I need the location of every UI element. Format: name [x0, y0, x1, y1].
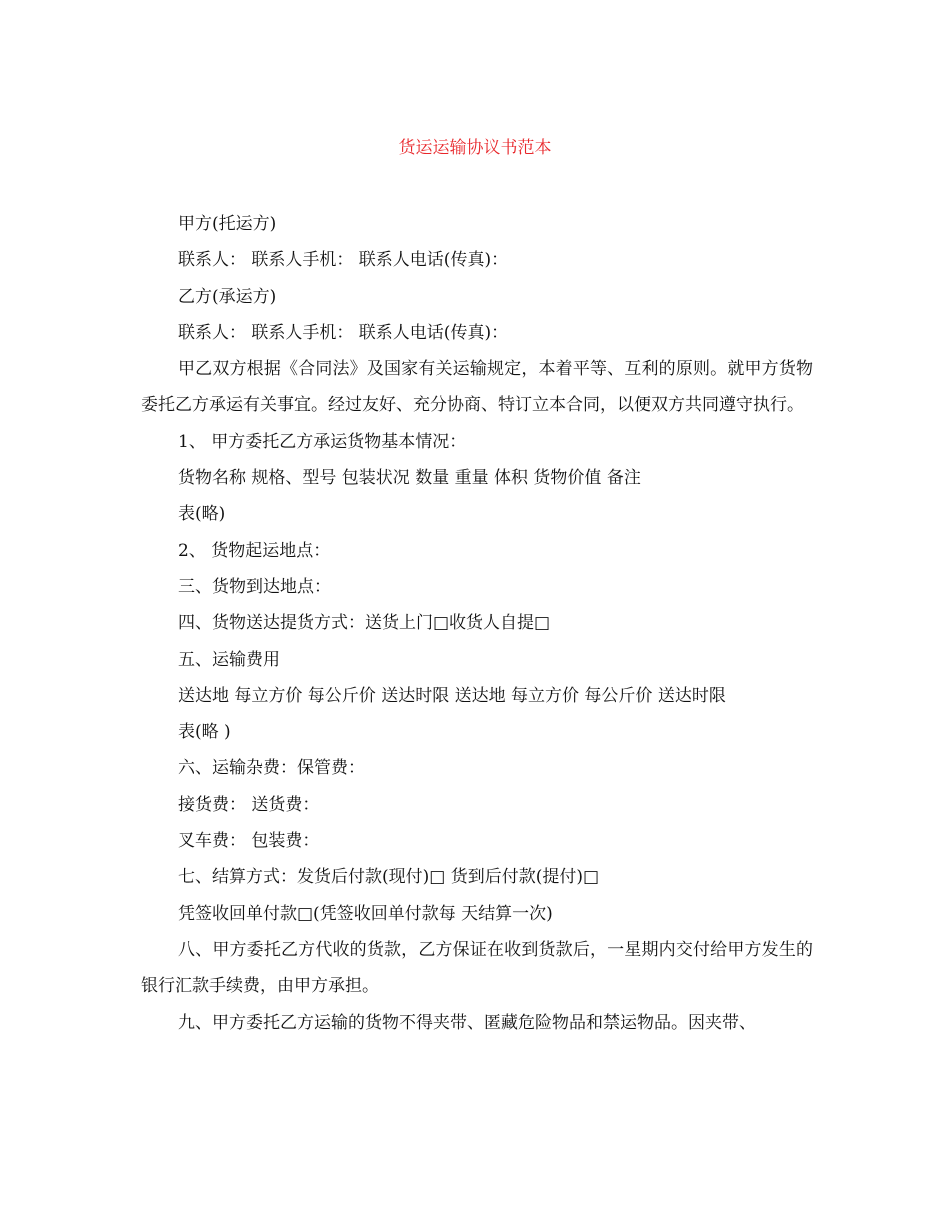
paragraph-party-b-contact: 联系人： 联系人手机： 联系人电话(传真)： — [178, 322, 509, 343]
paragraph-clause-9: 九、甲方委托乙方运输的货物不得夹带、匿藏危险物品和禁运物品。因夹带、 — [178, 1012, 756, 1033]
document-body — [141, 206, 813, 1041]
paragraph-fee-table: 表(略 ) — [178, 722, 231, 743]
paragraph-clause-6: 六、运输杂费：保管费： — [178, 758, 365, 779]
paragraph-clause-5: 五、运输费用 — [178, 649, 280, 670]
paragraph-party-a: 甲方(托运方) — [178, 214, 277, 234]
paragraph-forklift-fees: 叉车费： 包装费： — [178, 831, 320, 852]
paragraph-fee-columns: 送达地 每立方价 每公斤价 送达时限 送达地 每立方价 每公斤价 送达时限 — [178, 685, 726, 706]
paragraph-party-b: 乙方(承运方) — [178, 286, 277, 307]
paragraph-clause-1: 1、 甲方委托乙方承运货物基本情况： — [178, 431, 467, 452]
paragraph-goods-columns: 货物名称 规格、型号 包装状况 数量 重量 体积 货物价值 备注 — [178, 468, 641, 489]
document-title: 货运运输协议书范本 — [398, 138, 552, 158]
paragraph-clause-2: 2、 货物起运地点： — [178, 540, 331, 561]
paragraph-clause-8: 八、甲方委托乙方代收的货款，乙方保证在收到货款后，一星期内交付给甲方发生的银行汇款手续费，由甲方承担。 — [141, 939, 813, 997]
paragraph-pickup-fees: 接货费： 送货费： — [178, 794, 320, 815]
paragraph-receipt-payment: 凭签收回单付款□(凭签收回单付款每 天结算一次) — [178, 903, 553, 924]
paragraph-preamble: 甲乙双方根据《合同法》及国家有关运输规定，本着平等、互利的原则。就甲方货物委托乙方承运有关事宜。经过友好、充分协商、特订立本合同，以便双方共同遵守执行。 — [141, 359, 813, 416]
paragraph-party-a-contact: 联系人： 联系人手机： 联系人电话(传真)： — [178, 250, 509, 271]
paragraph-clause-7: 七、结算方式：发货后付款(现付)□ 货到后付款(提付)□ — [178, 867, 600, 888]
paragraph-clause-3: 三、货物到达地点： — [178, 576, 331, 597]
paragraph-goods-table: 表(略) — [178, 504, 226, 525]
paragraph-clause-4: 四、货物送达提货方式：送货上门□收货人自提□ — [178, 613, 551, 634]
